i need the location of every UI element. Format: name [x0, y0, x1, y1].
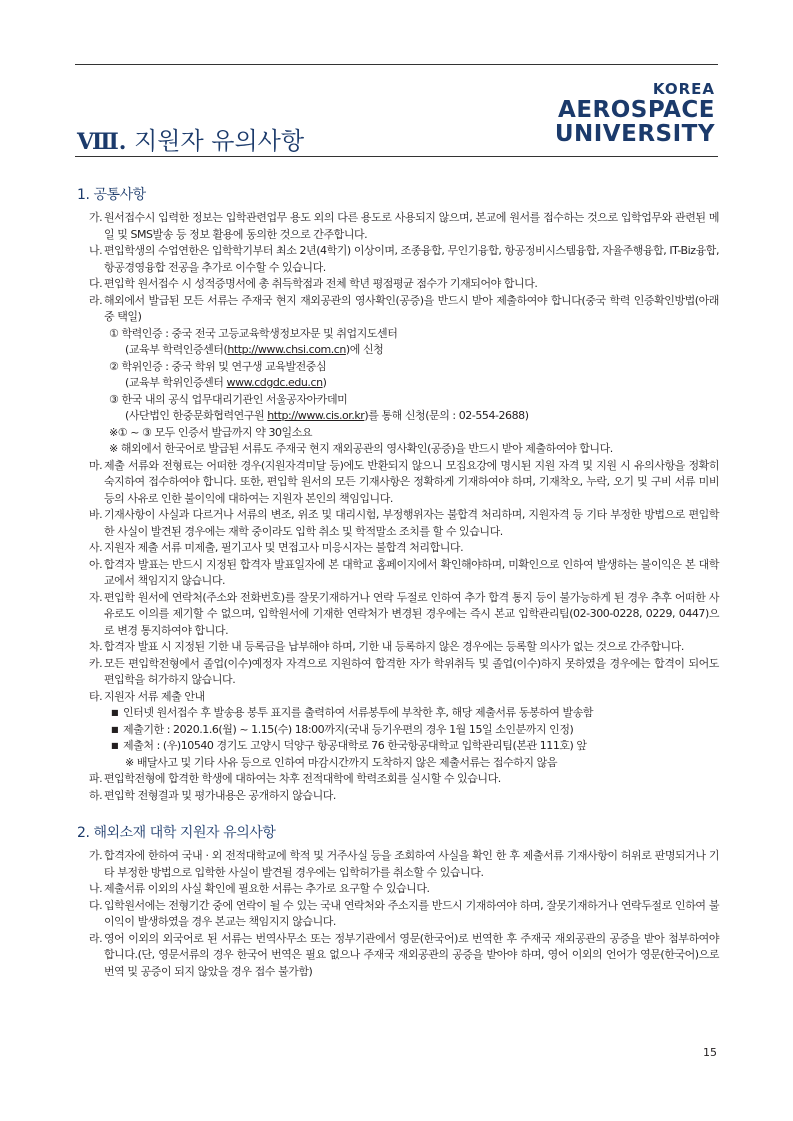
- item-marker: 차.: [89, 640, 103, 653]
- bullet-item: [77, 722, 719, 739]
- sub-item-detail: [77, 375, 719, 392]
- bullet-text: 인터넷 원서접수 후 발송용 봉투 표지를 출력하여 서류봉투에 부착한 후, 해당 제출서류 동봉하여 발송함: [123, 706, 594, 719]
- note: ※ 해외에서 한국어로 발급된 서류도 주재국 현지 재외공관의 영사확인(공증)을 반드시 받아 제출하여야 합니다.: [109, 442, 613, 455]
- list-item: [77, 689, 719, 706]
- bullet-text: 제출기한 : 2020.1.6(월) ~ 1.15(수) 18:00까지(국내 등기우편의 경우 1월 15일 소인분까지 인정): [123, 722, 574, 736]
- item-marker: 바.: [89, 508, 103, 521]
- sub-item: ② 학위인증 : 중국 학위 및 연구생 교육발전중심: [109, 359, 327, 373]
- item-text: 지원자 서류 제출 안내: [104, 689, 205, 703]
- item-marker: 타.: [89, 689, 103, 703]
- list-item: [77, 590, 719, 640]
- detail-text: (교육부 학위인증센터: [125, 376, 227, 389]
- item-text: 합격자에 한하여 국내 · 외 전적대학교에 학적 및 거주사실 등을 조회하여 사실을 확인 한 후 제출서류 기재사항이 허위로 판명되거나 기타 부정한 방법으로 입학한 사실이 발견될 경우에는 입학허가를 취소할 수 있습니다.: [104, 849, 719, 879]
- item-text: 해외에서 발급된 모든 서류는 주재국 현지 재외공관의 영사확인(공증)을 반드시 받아 제출하여야 합니다(중국 학력 인증확인방법(아래 중 택일): [104, 293, 719, 323]
- item-marker: 파.: [89, 772, 103, 785]
- item-marker: 라.: [89, 293, 103, 307]
- detail-text: (사단법인 한중문화협력연구원: [125, 409, 268, 422]
- item-text: 원서접수시 입력한 정보는 입학관련업무 용도 외의 다른 용도로 사용되지 않으며, 본교에 원서를 접수하는 것으로 입학업무와 관련된 메일 및 SMS발송 등 정보 활용에 동의한 것으로 간주합니다.: [104, 211, 719, 241]
- item-marker: 나.: [89, 244, 103, 257]
- item-text: 편입학 원서접수 시 성적증명서에 총 취득학점과 전체 학년 평점평균 점수가 기재되어야 합니다.: [104, 277, 538, 290]
- logo-line-university: UNIVERSITY: [554, 121, 715, 147]
- list-item: [77, 210, 719, 243]
- item-marker: 가.: [89, 849, 103, 862]
- list-item: [77, 540, 719, 557]
- section-title-common: 1. 공통사항: [77, 187, 146, 203]
- item-text: 합격자 발표는 반드시 지정된 합격자 발표일자에 본 대학교 홈페이지에서 확인해야하며, 미확인으로 인하여 발생하는 불이익은 본 대학교에서 책임지지 않습니다.: [104, 557, 719, 587]
- list-item: [77, 788, 719, 805]
- title-divider: [75, 156, 718, 157]
- item-text: 편입학생의 수업연한은 입학학기부터 최소 2년(4학기) 이상이며, 조종융합, 무인기융합, 항공정비시스템융합, 자율주행융합, IT-Biz융합, 항공경영융합 전공을 추가로 이수할 수 있습니다.: [104, 244, 719, 274]
- sub-item-detail: [77, 408, 719, 425]
- item-text: 제출 서류와 전형료는 어떠한 경우(지원자격미달 등)에도 반환되지 않으니 모집요강에 명시된 지원 자격 및 지원 시 유의사항을 정확히 숙지하여 접수하여야 합니다. 또한, 편입학 원서의 모든 기재사항은 정확하게 기재하여야 하며, 기재착오, 누락, 오기 및 구비 서류 미비 등의 사유로 인한 불이익에 대하여는 지원자 본인의 책임입니다.: [104, 458, 719, 505]
- item-text: 합격자 발표 시 지정된 기한 내 등록금을 납부해야 하며, 기한 내 등록하지 않은 경우에는 등록할 의사가 없는 것으로 간주합니다.: [104, 640, 684, 653]
- item-marker: 다.: [89, 898, 103, 912]
- list-item: [77, 771, 719, 788]
- item-text: 지원자 제출 서류 미제출, 필기고사 및 면접고사 미응시자는 불합격 처리합니다.: [104, 541, 464, 554]
- item-text: 입학원서에는 전형기간 중에 연락이 될 수 있는 국내 연락처와 주소지를 반드시 기재하여야 하며, 잘못기재하거나 연락두절로 인하여 불이익이 발생하였을 경우 본교는 책임지지 않습니다.: [104, 898, 719, 928]
- sub-item: ① 학력인증 : 중국 전국 고등교육학생정보자문 및 취업지도센터: [109, 326, 398, 340]
- list-item: [77, 507, 719, 540]
- section-title-overseas: 2. 해외소재 대학 지원자 유의사항: [77, 825, 276, 841]
- list-item: [77, 458, 719, 508]
- item-text: 제출서류 이외의 사실 확인에 필요한 서류는 추가로 요구할 수 있습니다.: [104, 882, 430, 895]
- list-item: [77, 881, 719, 898]
- list-item: [77, 656, 719, 689]
- item-marker: 나.: [89, 882, 103, 895]
- note: ※① ~ ③ 모두 인증서 발급까지 약 30일소요: [109, 425, 313, 439]
- cis-link[interactable]: http://www.cis.or.kr: [267, 409, 365, 422]
- sub-item: ③ 한국 내의 공식 업무대리기관인 서울공자아카데미: [109, 392, 348, 406]
- item-marker: 카.: [89, 656, 103, 670]
- page-title: [77, 121, 304, 156]
- square-bullet-icon: ■: [111, 708, 119, 717]
- university-logo: [555, 82, 715, 146]
- item-text: 모든 편입학전형에서 졸업(이수)예정자 자격으로 지원하여 합격한 자가 학위취득 및 졸업(이수)하지 못하였을 경우에는 합격이 되어도 편입학을 허가하지 않습니다.: [104, 656, 719, 686]
- detail-text: (교육부 학력인증센터(: [125, 343, 228, 356]
- square-bullet-icon: ■: [111, 741, 119, 750]
- item-marker: 다.: [89, 277, 103, 290]
- detail-text: ): [322, 376, 327, 389]
- list-item: [77, 848, 719, 881]
- item-marker: 아.: [89, 557, 103, 571]
- bullet-item: [77, 705, 719, 722]
- item-marker: 가.: [89, 211, 103, 224]
- item-marker: 자.: [89, 590, 103, 604]
- square-bullet-icon: ■: [111, 724, 119, 734]
- detail-text: )를 통해 신청(문의 : 02-554-2688): [364, 409, 529, 422]
- item-text: 영어 이외의 외국어로 된 서류는 번역사무소 또는 정부기관에서 영문(한국어)로 번역한 후 주재국 재외공관의 공증을 받아 첨부하여야 합니다.(단, 영문서류의 경우 한국어 번역은 필요 없으나 주재국 재외공관의 공증을 받아야 하며, 영어 이외의 언어가 영문(한국어)으로 번역 및 공증이 되지 않았을 경우 접수 불가함): [104, 931, 719, 978]
- list-item: [77, 557, 719, 590]
- item-marker: 라.: [89, 931, 103, 945]
- item-text: 편입학 전형결과 및 평가내용은 공개하지 않습니다.: [104, 788, 336, 802]
- sub-item-detail: [77, 342, 719, 359]
- list-item: [77, 931, 719, 981]
- chapter-number: Ⅷ.: [77, 129, 127, 155]
- detail-text: )에 신청: [345, 343, 384, 356]
- item-marker: 하.: [89, 788, 103, 802]
- item-marker: 사.: [89, 541, 103, 554]
- logo-line-aerospace: AEROSPACE: [558, 97, 715, 123]
- cdgdc-link[interactable]: www.cdgdc.edu.cn: [226, 376, 323, 389]
- item-text: 기재사항이 사실과 다르거나 서류의 변조, 위조 및 대리시험, 부정행위자는 불합격 처리하며, 지원자격 등 기타 부정한 방법으로 편입학한 사실이 발견된 경우에는 재학 중이라도 입학 취소 및 학적말소 조치를 할 수 있습니다.: [104, 508, 719, 538]
- list-item: [77, 639, 719, 656]
- item-marker: 마.: [89, 458, 103, 472]
- note: ※ 배달사고 및 기타 사유 등으로 인하여 마감시간까지 도착하지 않은 제출서류는 접수하지 않음: [125, 755, 558, 769]
- chapter-title: 지원자 유의사항: [126, 127, 305, 155]
- top-divider: [75, 64, 718, 65]
- page-number: 15: [703, 1046, 717, 1059]
- chsi-link[interactable]: http://www.chsi.com.cn: [227, 343, 346, 356]
- bullet-text: 제출처 : (우)10540 경기도 고양시 덕양구 항공대학로 76 한국항공대학교 입학관리팀(본관 111호) 앞: [123, 739, 587, 752]
- document-body: [77, 180, 719, 980]
- logo-line-korea: KOREA: [652, 80, 715, 98]
- bullet-item: [77, 738, 719, 755]
- list-item: [77, 243, 719, 276]
- list-item: [77, 293, 719, 326]
- list-item: [77, 898, 719, 931]
- item-text: 편입학전형에 합격한 학생에 대하여는 차후 전적대학에 학력조회를 실시할 수 있습니다.: [104, 772, 501, 785]
- item-text: 편입학 원서에 연락처(주소와 전화번호)를 잘못기재하거나 연락 두절로 인하여 추가 합격 통지 등이 불가능하게 된 경우 추후 어떠한 사유로도 이의를 제기할 수 없으며, 입학원서에 기재한 연락처가 변경된 경우에는 즉시 본교 입학관리팀(02-300-0228, 0229, 0447)으로 변경 통지하여야 합니다.: [104, 590, 719, 637]
- list-item: [77, 276, 719, 293]
